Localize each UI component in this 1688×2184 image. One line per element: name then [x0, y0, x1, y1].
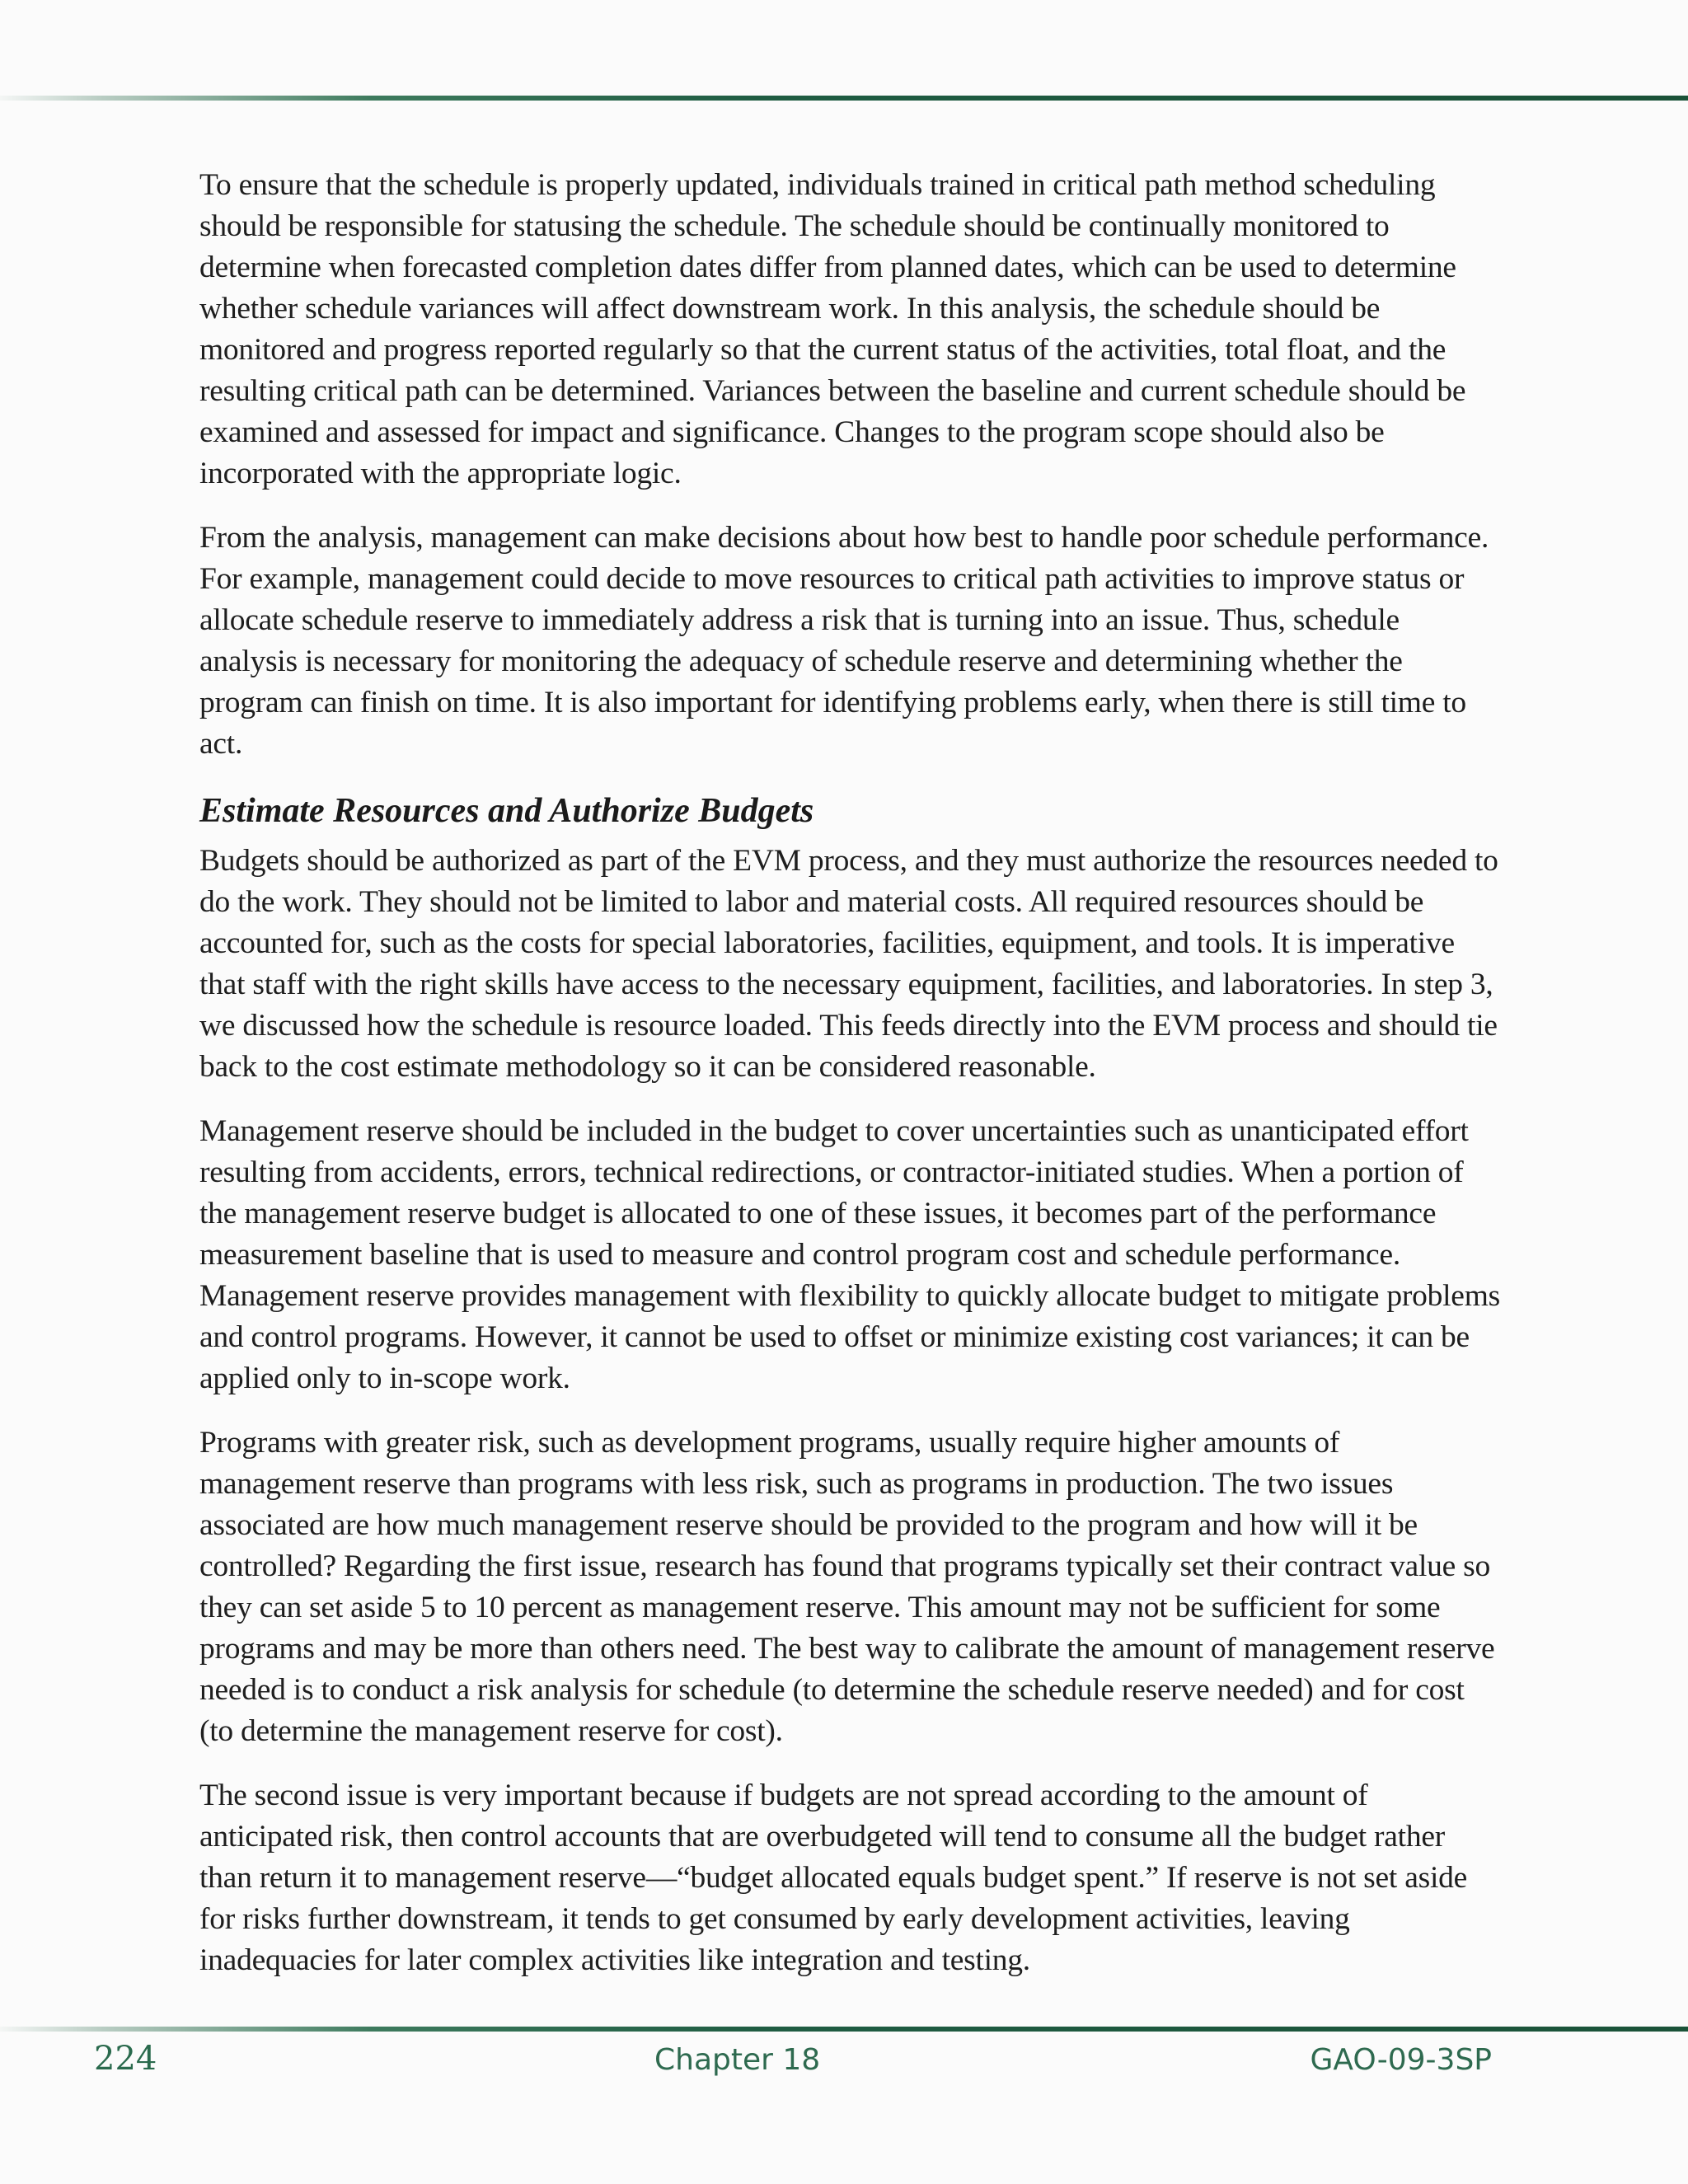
page-number: 224: [94, 2040, 157, 2078]
page-body: [199, 165, 1502, 2004]
chapter-label: Chapter 18: [654, 2043, 821, 2077]
document-id: GAO-09-3SP: [1310, 2043, 1492, 2077]
body-paragraph: The second issue is very important because if budgets are not spread according to the amount of anticipated risk, then control accounts that are overbudgeted will tend to consume all the budget rather than return it to management reserve—“budget allocated equals budget spent.” If reserve is not set aside for risks further downstream, it tends to get consumed by early development activities, leaving inadequacies for later complex activities like integration and testing.: [199, 1779, 1468, 1977]
body-paragraph: Management reserve should be included in the budget to cover uncertainties such as unanticipated effort resulting from accidents, errors, technical redirections, or contractor-initiated studies. When a portion of the management reserve budget is allocated to one of these issues, it becomes part of the performance measurement baseline that is used to measure and control program cost and schedule performance. Management reserve provides management with flexibility to quickly allocate budget to mitigate problems and control programs. However, it cannot be used to offset or minimize existing cost variances; it can be applied only to in-scope work.: [199, 1114, 1500, 1395]
section-heading: Estimate Resources and Authorize Budgets: [199, 792, 814, 830]
body-paragraph: Programs with greater risk, such as development programs, usually require higher amounts of management reserve than programs with less risk, such as programs in production. The two issues associated are how much management reserve should be provided to the program and how will it be controlled? Regarding the first issue, research has found that programs typically set their contract value so they can set aside 5 to 10 percent as management reserve. This amount may not be sufficient for some programs and may be more than others need. The best way to calibrate the amount of management reserve needed is to conduct a risk analysis for schedule (to determine the schedule reserve needed) and for cost (to determine the management reserve for cost).: [199, 1426, 1495, 1748]
top-divider-rule: [0, 96, 1688, 101]
body-paragraph: To ensure that the schedule is properly updated, individuals trained in critical path method scheduling should be responsible for statusing the schedule. The schedule should be continually monitored to determine when forecasted completion dates differ from planned dates, which can be used to determine whether schedule variances will affect downstream work. In this analysis, the schedule should be monitored and progress reported regularly so that the current status of the activities, total float, and the resulting critical path can be determined. Variances between the baseline and current schedule should be examined and assessed for impact and significance. Changes to the program scope should also be incorporated with the appropriate logic.: [199, 168, 1466, 490]
body-paragraph: Budgets should be authorized as part of the EVM process, and they must authorize the resources needed to do the work. They should not be limited to labor and material costs. All required resources should be accounted for, such as the costs for special laboratories, facilities, equipment, and tools. It is imperative that staff with the right skills have access to the necessary equipment, facilities, and laboratories. In step 3, we discussed how the schedule is resource loaded. This feeds directly into the EVM process and should tie back to the cost estimate methodology so it can be considered reasonable.: [199, 844, 1498, 1084]
footer-divider-rule: [0, 2027, 1688, 2032]
page-footer: [0, 2036, 1688, 2085]
body-paragraph: From the analysis, management can make decisions about how best to handle poor schedule performance. For example, management could decide to move resources to critical path activities to improve status or allocate schedule reserve to immediately address a risk that is turning into an issue. Thus, schedule analysis is necessary for monitoring the adequacy of schedule reserve and determining whether the program can finish on time. It is also important for identifying problems early, when there is still time to act.: [199, 521, 1489, 761]
